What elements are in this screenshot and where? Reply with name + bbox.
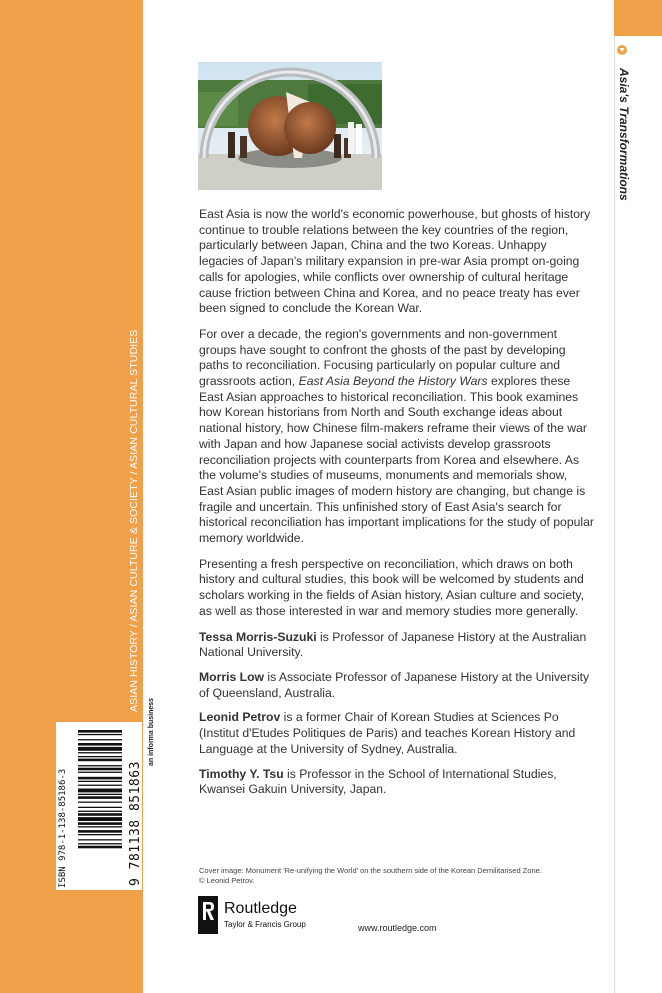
author-bio-text: is Professor in the School of International Studies, Kwansei Gakuin University, Japan. <box>199 766 557 797</box>
author-bio <box>199 710 594 757</box>
routledge-logo-icon <box>198 896 218 934</box>
author-name: Leonid Petrov <box>199 710 281 725</box>
series-title: Asia's Transformations <box>617 68 631 201</box>
subject-categories: ASIAN HISTORY / ASIAN CULTURE & SOCIETY / ASIAN CULTURAL STUDIES <box>128 329 140 712</box>
publisher-group: Taylor & Francis Group <box>224 920 306 929</box>
publisher-logo <box>198 896 338 936</box>
publisher-tagline: an informa business <box>148 697 155 766</box>
publisher-name: Routledge <box>224 900 297 917</box>
author-bio-text: is a former Chair of Korean Studies at Sciences Po (Institut d'Etudes Politiques de Paris) and teaches Korean History and Language at the University of Sydney, Australia. <box>199 710 576 756</box>
author-bio <box>199 670 594 701</box>
isbn-number: ISBN 978-1-138-85186-3 <box>58 768 68 888</box>
description-text: explores these East Asian approaches to historical reconciliation. This book examines how Korean historians from North and South exchange ideas about national history, how Chinese film-makers reframe their views of the war with Japan and how Japanese social activists develop grassroots reconciliation projects with counterparts from Korea and elsewhere. As the volume's studies of museums, monuments and memorials show, East Asian public images of modern history are changing, but change is fragile and uncertain. This unfinished story of East Asia's search for historical reconciliation has important implications for the study of popular memory worldwide. <box>199 374 594 546</box>
author-bio <box>199 630 594 661</box>
description-text: For over a decade, the region's governments and non-government groups have sought to confront the ghosts of the past by developing paths to reconciliation. Focusing particularly on popular culture and grassroots action, <box>199 326 566 389</box>
author-bio-text: is Professor of Japanese History at the Australian National University. <box>199 629 587 660</box>
description-paragraph-3: Presenting a fresh perspective on reconciliation, which draws on both history and cultural studies, this book will be welcomed by students and scholars working in the fields of Asian history, Asian culture and society, as well as those interested in war and memory studies more generally. <box>199 556 584 618</box>
author-bio-text: is Associate Professor of Japanese History at the University of Queensland, Australia. <box>199 669 590 700</box>
ean-number: 9 781138 851863 <box>128 761 143 886</box>
book-title: East Asia Beyond the History Wars <box>298 374 488 389</box>
caption-line: Cover image: Monument 'Re-unifying the World' on the southern side of the Korean Demilitarised Zone. <box>199 866 542 875</box>
author-bio <box>199 767 594 798</box>
author-name: Timothy Y. Tsu <box>199 766 284 781</box>
publisher-website: www.routledge.com <box>358 923 437 933</box>
author-name: Morris Low <box>199 669 265 684</box>
cover-photo <box>198 62 382 190</box>
description-paragraph-1: East Asia is now the world's economic powerhouse, but ghosts of history continue to trouble relations between the key countries of the region, particularly between Japan, China and the two Koreas. Unhappy legacies of Japan's military expansion in pre-war Asia prompt on-going calls for apologies, while conflicts over ownership of cultural heritage cause friction between China and Korea, and no peace treaty has ever been signed to conclude the Korean War. <box>199 207 591 316</box>
description-paragraph-2 <box>199 327 594 547</box>
author-name: Tessa Morris-Suzuki <box>199 629 317 644</box>
back-cover-description <box>199 207 594 807</box>
caption-credit: © Leonid Petrov. <box>199 876 255 885</box>
cover-image-caption <box>199 866 599 886</box>
spine-top-band <box>614 0 662 36</box>
series-marker-icon <box>617 45 627 55</box>
